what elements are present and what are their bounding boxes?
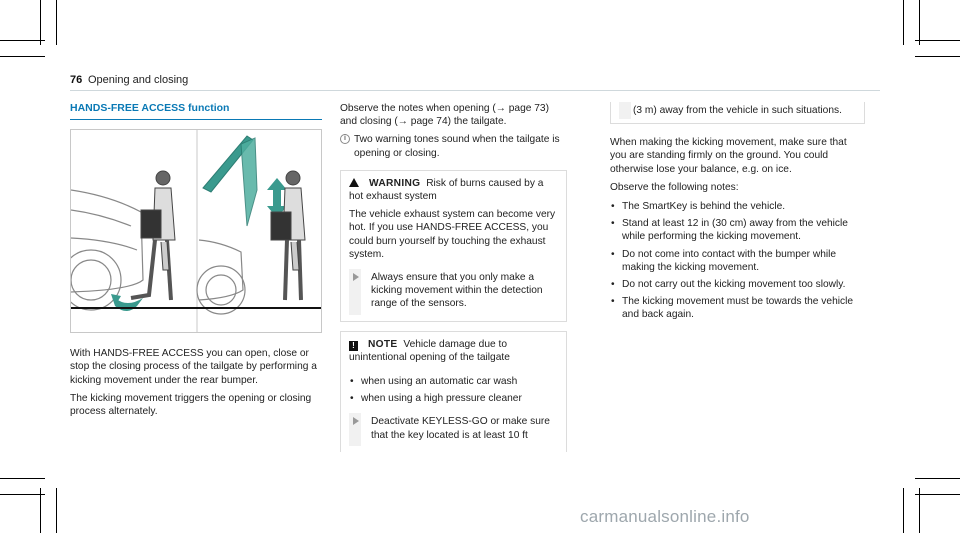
note-exclamation-icon: ! (349, 341, 358, 351)
list-item: • Stand at least 12 in (30 cm) away from the vehicle while performing the kicking movement. (610, 217, 865, 243)
crop-mark (40, 0, 41, 45)
list-item: • when using a high pressure cleaner (349, 392, 558, 405)
tip-text: Two warning tones sound when the tailgate is opening or closing. (354, 134, 560, 159)
note-continuation (610, 102, 865, 124)
warning-box (340, 170, 567, 322)
notes-bullet-list (610, 200, 865, 322)
page-number: 76 (70, 74, 83, 86)
crop-mark (56, 488, 57, 533)
crop-mark (56, 0, 57, 45)
tip-block (340, 133, 567, 159)
list-item: • when using an automatic car wash (349, 375, 558, 388)
note-label: NOTE (368, 338, 398, 350)
column-left (70, 102, 322, 423)
warning-triangle-icon (349, 178, 359, 187)
warning-action-text: Always ensure that you only make a kicking movement within the detection range of the sensors. (371, 272, 543, 310)
running-header: Opening and closing (88, 74, 189, 86)
car-rear-left (71, 190, 143, 310)
crop-mark (919, 0, 920, 45)
stand-firmly-paragraph: When making the kicking movement, make sure that you are standing firmly on the ground. You could otherwise lose your balance, e.g. on ice. (610, 137, 847, 175)
crop-mark (915, 494, 960, 495)
column-middle (340, 102, 567, 452)
trigger-paragraph: The kicking movement triggers the opening or closing process alternately. (70, 392, 312, 418)
car-rear-right (197, 240, 245, 314)
info-icon: i (340, 134, 350, 144)
crop-mark (0, 56, 45, 57)
note-heading: Vehicle damage due to unintentional opening of the tailgate (349, 338, 510, 363)
list-item: • Do not carry out the kicking movement too slowly. (610, 278, 865, 291)
note-body (341, 375, 566, 452)
action-arrow-icon (353, 273, 359, 281)
list-item: • Do not come into contact with the bumper while making the kicking movement. (610, 248, 865, 274)
note-action-text: Deactivate KEYLESS-GO or make sure that the key located is at least 10 ft (371, 416, 550, 441)
crop-mark (0, 494, 45, 495)
warning-action (349, 271, 558, 311)
action-bar (619, 102, 631, 119)
note-box (340, 331, 567, 452)
note-header (341, 332, 566, 369)
crop-mark (0, 40, 45, 41)
observe-notes-paragraph: Observe the notes when opening (→ page 73) and closing (→ page 74) the tailgate. (340, 103, 549, 128)
watermark: carmanualsonline.info (580, 507, 750, 526)
crop-mark (903, 0, 904, 45)
observe-following-paragraph: Observe the following notes: (610, 181, 739, 193)
header-rule (70, 90, 880, 91)
warning-header (341, 171, 566, 208)
action-arrow-icon (353, 417, 359, 425)
crop-mark (915, 478, 960, 479)
warning-body (341, 208, 566, 320)
crop-mark (915, 56, 960, 57)
list-item: • The kicking movement must be towards the vehicle and back again. (610, 295, 865, 321)
crop-mark (903, 488, 904, 533)
person-kicking (131, 171, 175, 300)
list-item: • The SmartKey is behind the vehicle. (610, 200, 865, 213)
warning-text: The vehicle exhaust system can become very hot. If you use HANDS-FREE ACCESS, you could burn yourself by touching the exhaust system. (349, 209, 556, 260)
note-bullet-list (349, 375, 558, 405)
warning-label: WARNING (369, 177, 421, 189)
intro-paragraph: With HANDS-FREE ACCESS you can open, close or stop the closing process of the tailgate by performing a kicking movement under the rear bumper. (70, 348, 317, 386)
crop-mark (0, 478, 45, 479)
warning-heading: Risk of burns caused by a hot exhaust system (349, 177, 544, 203)
tailgate-open (203, 136, 257, 226)
kick-illustration (70, 129, 322, 333)
section-title: HANDS-FREE ACCESS function (70, 102, 322, 120)
column-right (610, 102, 865, 328)
note-action (349, 415, 558, 441)
crop-mark (915, 40, 960, 41)
kick-illustration-svg (71, 130, 321, 332)
note-continuation-text: (3 m) away from the vehicle in such situations. (633, 105, 842, 116)
